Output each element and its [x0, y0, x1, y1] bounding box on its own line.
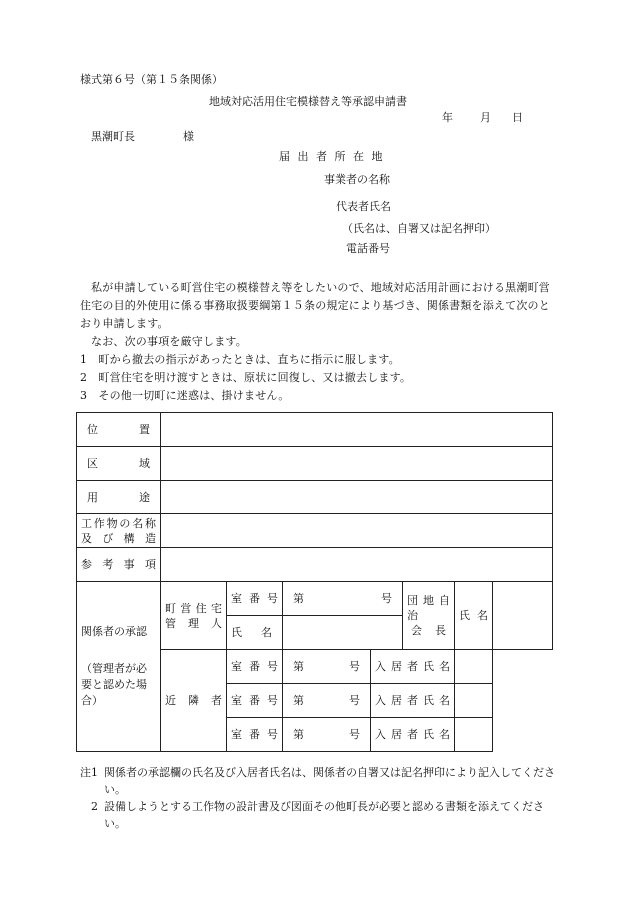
- neighbor-resident-label: 入居者氏名: [371, 718, 455, 752]
- related-party-approval-label: 関係者の承認 （管理者が必要と認めた場合）: [77, 582, 161, 752]
- manager-label: 町営住宅 管理人: [161, 582, 227, 650]
- date-day: 日: [512, 111, 523, 124]
- area-label: 区域: [77, 447, 161, 481]
- neighbors-label: 近隣者: [161, 650, 227, 752]
- neighbor-room-label: 室番号: [227, 718, 283, 752]
- manager-name-label: 氏名: [227, 616, 283, 650]
- neighbor-resident-label: 入居者氏名: [371, 684, 455, 718]
- form-notes: [80, 764, 560, 832]
- date-year: 年: [442, 111, 453, 124]
- purpose-field[interactable]: [161, 481, 553, 514]
- signature-note: （氏名は、自署又は記名押印）: [342, 222, 496, 235]
- neighbor-room-field[interactable]: 第 号: [283, 650, 371, 684]
- neighbor-resident-field[interactable]: [455, 684, 493, 718]
- manager-room-field[interactable]: 第 号: [283, 582, 403, 616]
- location-label: 位置: [77, 413, 161, 447]
- pledge-item: 1 町から撤去の指示があったときは、直ちに指示に服します。: [80, 353, 400, 366]
- structure-field[interactable]: [161, 514, 553, 548]
- structure-label: 工作物の名称 及び構造: [77, 514, 161, 548]
- manager-name-field[interactable]: [283, 616, 403, 650]
- neighbor-room-label: 室番号: [227, 650, 283, 684]
- reference-label: 参考事項: [77, 548, 161, 582]
- business-name-label: 事業者の名称: [324, 173, 390, 186]
- form-number: 様式第６号（第１５条関係）: [80, 73, 223, 86]
- addressee-honorific: 様: [183, 130, 194, 143]
- pledge-item: 3 その他一切町に迷惑は、掛けません。: [80, 389, 290, 402]
- neighbor-resident-field[interactable]: [455, 650, 493, 684]
- neighbor-resident-label: 入居者氏名: [371, 650, 455, 684]
- application-form-table: [76, 412, 553, 752]
- date-month: 月: [480, 111, 491, 124]
- addressee: 黒潮町長: [91, 130, 135, 143]
- neighbor-room-field[interactable]: 第 号: [283, 684, 371, 718]
- application-paragraph: 私が申請している町営住宅の模様替え等をしたいので、地域対応活用計画における黒潮町営住宅の目的外使用に係る事務取扱要綱第１５条の規定により基づき、関係書類を添えて次のとおり申請します。: [80, 281, 550, 330]
- manager-room-label: 室番号: [227, 582, 283, 616]
- location-field[interactable]: [161, 413, 553, 447]
- neighbor-resident-field[interactable]: [455, 718, 493, 752]
- applicant-address-label: 届 出 者 所 在 地: [279, 150, 383, 163]
- form-title: 地域対応活用住宅模様替え等承認申請書: [209, 95, 407, 108]
- pledge-item: 2 町営住宅を明け渡すときは、原状に回復し、又は撤去します。: [80, 371, 412, 384]
- note-item: 2 設備しようとする工作物の設計書及び図面その他町長が必要と認める書類を添えてください。: [91, 800, 544, 830]
- area-field[interactable]: [161, 447, 553, 481]
- purpose-label: 用途: [77, 481, 161, 514]
- community-head-label: 団地自治 会長: [403, 582, 455, 650]
- phone-label: 電話番号: [346, 242, 390, 255]
- reference-field[interactable]: [161, 548, 553, 582]
- representative-label: 代表者氏名: [336, 200, 391, 213]
- pledge-intro: なお、次の事項を厳守します。: [91, 335, 247, 348]
- application-body: [80, 279, 552, 405]
- note-item: 注1 関係者の承認欄の氏名及び入居者氏名は、関係者の自署又は記名押印により記入してください。: [80, 766, 555, 796]
- neighbor-room-label: 室番号: [227, 684, 283, 718]
- community-head-name-label: 氏名: [455, 582, 493, 650]
- community-head-name-field[interactable]: [493, 582, 553, 650]
- neighbor-room-field[interactable]: 第 号: [283, 718, 371, 752]
